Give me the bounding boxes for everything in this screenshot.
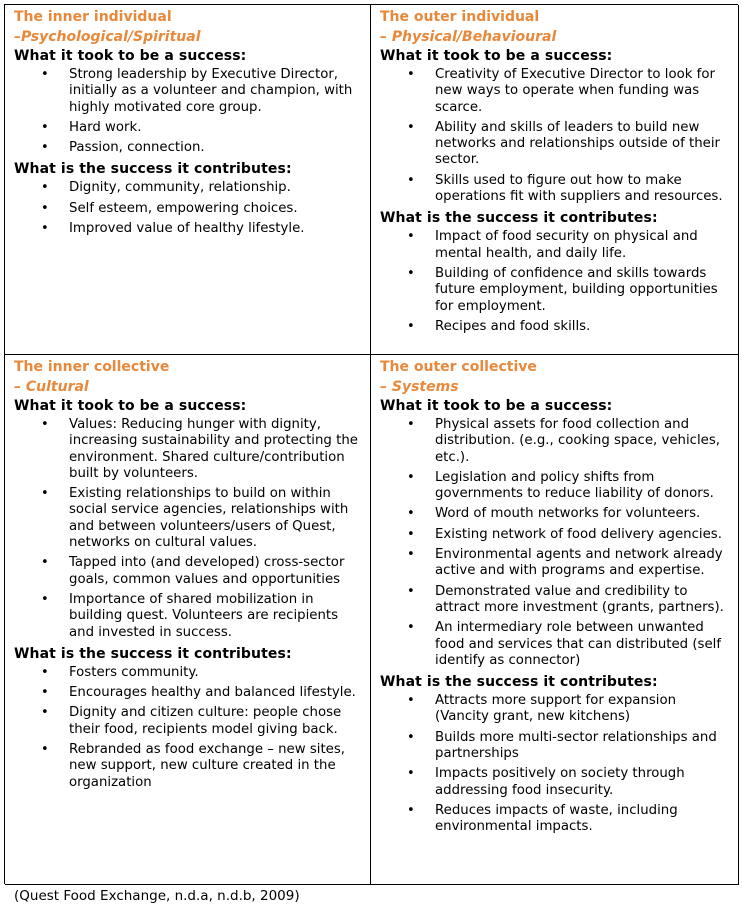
list-item: • Skills used to figure out how to make operations fit with suppliers and resources. [435,173,732,206]
list-item: • Building of confidence and skills towards future employment, building opportunities for employment. [435,266,732,315]
section-heading: What is the success it contributes: [14,645,292,662]
list-item: • Attracts more support for expansion (Vancity grant, new kitchens) [435,693,732,726]
bullet-list [14,67,364,156]
list-item: • Rebranded as food exchange – new sites, new support, new culture created in the organization [69,742,364,791]
list-item: • Creativity of Executive Director to look for new ways to operate when funding was scarce. [435,67,732,116]
list-item: • Hard work. [69,120,364,136]
list-item: • Legislation and policy shifts from governments to reduce liability of donors. [435,470,732,503]
list-item: • Impact of food security on physical and mental health, and daily life. [435,229,732,262]
section-heading: What is the success it contributes: [14,161,292,178]
cell-title: The inner collective [14,359,170,375]
bullet-list [380,693,732,835]
list-item: • Dignity, community, relationship. [69,180,364,196]
list-item: • Dignity and citizen culture: people chose their food, recipients model giving back. [69,705,364,738]
bullet-list [14,417,364,641]
list-item: • Existing relationships to build on within social service agencies, relationships with and between volunteers/users of Quest, networks on cultural values. [69,486,364,551]
cell-subtitle: – Systems [380,379,459,395]
list-item: • Tapped into (and developed) cross-sector goals, common values and opportunities [69,555,364,588]
list-item: • Ability and skills of leaders to build new networks and relationships outside of their sector. [435,120,732,169]
list-item: • Reduces impacts of waste, including environmental impacts. [435,803,732,836]
cell-title: The outer individual [380,9,540,25]
list-item: • Existing network of food delivery agencies. [435,527,732,543]
list-item: • Demonstrated value and credibility to attract more investment (grants, partners). [435,584,732,617]
cell-outer-collective [371,355,739,885]
list-item: • Values: Reducing hunger with dignity, increasing sustainability and protecting the environment. Shared culture/contribution built by volunteers. [69,417,364,482]
section-heading: What it took to be a success: [14,48,247,64]
list-item: • Fosters community. [69,665,364,681]
section-heading: What it took to be a success: [380,48,613,64]
bullet-list [14,180,364,237]
section-heading: What is the success it contributes: [380,674,658,691]
section-heading: What is the success it contributes: [380,210,658,227]
cell-inner-individual [5,5,371,355]
bullet-list [380,417,732,669]
list-item: • Strong leadership by Executive Director, initially as a volunteer and champion, with highly motivated core group. [69,67,364,116]
list-item: • Importance of shared mobilization in building quest. Volunteers are recipients and invested in success. [69,592,364,641]
cell-subtitle: – Cultural [14,379,89,395]
bullet-list [380,67,732,205]
list-item: • Word of mouth networks for volunteers. [435,506,732,522]
list-item: • Builds more multi-sector relationships and partnerships [435,730,732,763]
list-item: • An intermediary role between unwanted food and services that can distributed (self identify as connector) [435,620,732,669]
source-citation: (Quest Food Exchange, n.d.a, n.d.b, 2009) [14,888,300,904]
cell-subtitle: – Physical/Behavioural [380,29,557,45]
bullet-list [380,229,732,335]
cell-title: The outer collective [380,359,537,375]
list-item: • Recipes and food skills. [435,319,732,335]
section-heading: What it took to be a success: [14,398,247,414]
list-item: • Self esteem, empowering choices. [69,201,364,217]
section-heading: What it took to be a success: [380,398,613,414]
list-item: • Encourages healthy and balanced lifestyle. [69,685,364,701]
list-item: • Physical assets for food collection and distribution. (e.g., cooking space, vehicles, etc.). [435,417,732,466]
cell-inner-collective [5,355,371,885]
cell-title: The inner individual [14,9,172,25]
list-item: • Passion, connection. [69,140,364,156]
list-item: • Environmental agents and network already active and with programs and expertise. [435,547,732,580]
cell-subtitle: –Psychological/Spiritual [14,29,201,45]
list-item: • Improved value of healthy lifestyle. [69,221,364,237]
bullet-list [14,665,364,791]
quadrant-table [4,4,738,884]
list-item: • Impacts positively on society through addressing food insecurity. [435,766,732,799]
cell-outer-individual [371,5,739,355]
